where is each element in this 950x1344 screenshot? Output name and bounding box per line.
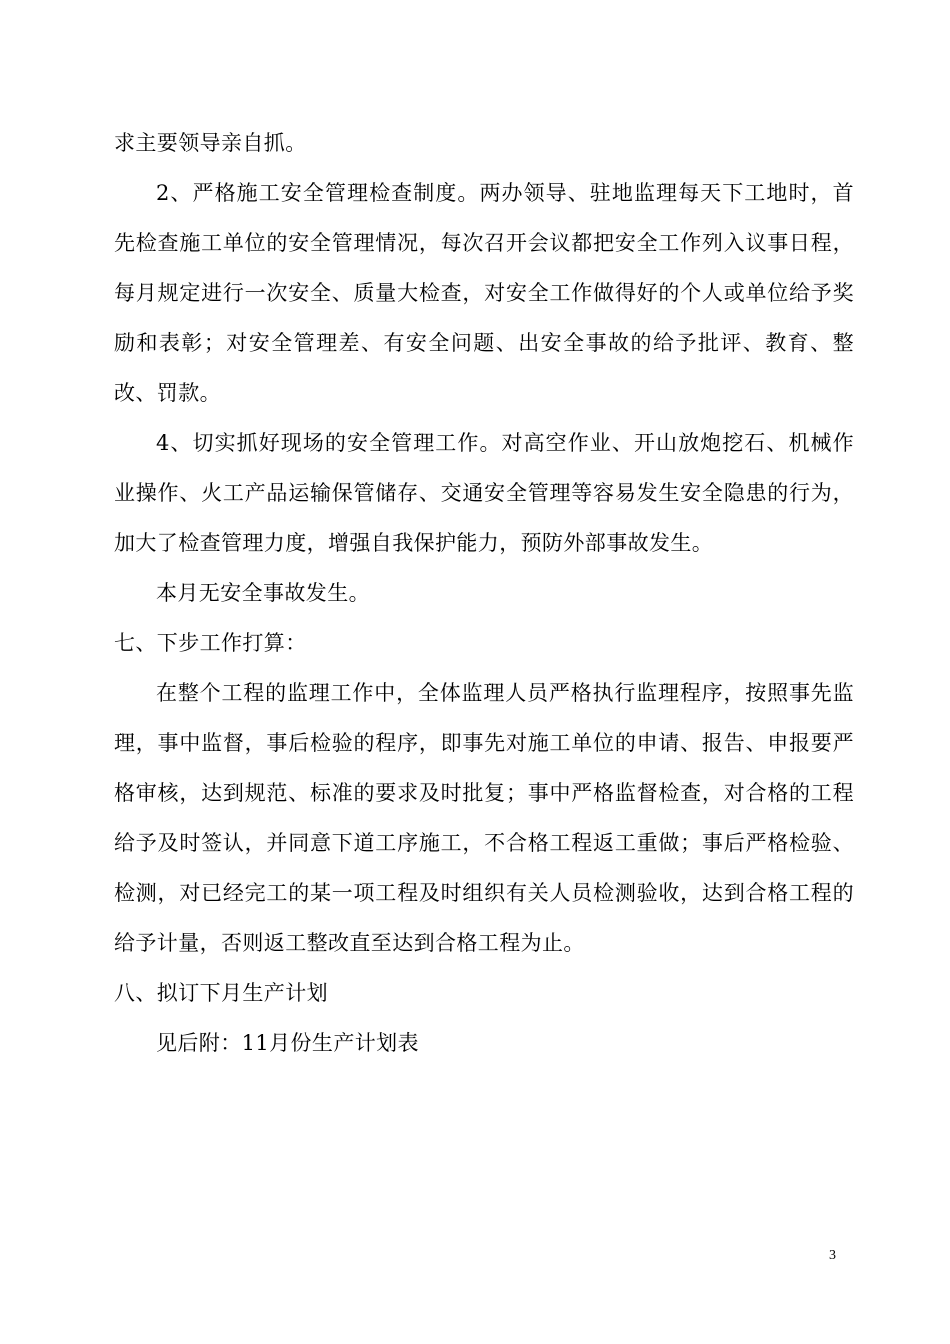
paragraph-safety-inspection: 2、严格施工安全管理检查制度。两办领导、驻地监理每天下工地时，首先检查施工单位的安全管理情况，每次召开会议都把安全工作列入议事日程，每月规定进行一次安全、质量大检查，对安全工作做得好的个人或单位给予奖励和表彰；对安全管理差、有安全问题、出安全事故的给予批评、教育、整改、罚款。	[114, 181, 854, 405]
paragraph-site-safety: 4、切实抓好现场的安全管理工作。对高空作业、开山放炮挖石、机械作业操作、火工产品运输保管储存、交通安全管理等容易发生安全隐患的行为，加大了检查管理力度，增强自我保护能力，预防外部事故发生。	[114, 431, 854, 555]
section-heading-next-steps: 七、下步工作打算：	[114, 631, 307, 655]
paragraph-continuation: 求主要领导亲自抓。	[114, 131, 307, 155]
paragraph-supervision-procedure: 在整个工程的监理工作中，全体监理人员严格执行监理程序，按照事先监理，事中监督，事后检验的程序，即事先对施工单位的申请、报告、申报要严格审核，达到规范、标准的要求及时批复；事中严格监督检查，对合格的工程给予及时签认，并同意下道工序施工，不合格工程返工重做；事后严格检验、检测，对已经完工的某一项工程及时组织有关人员检测验收，达到合格工程的给予计量，否则返工整改直至达到合格工程为止。	[114, 681, 854, 955]
section-heading-production-plan: 八、拟订下月生产计划	[114, 981, 328, 1005]
paragraph-attachment-reference: 见后附：11月份生产计划表	[156, 1031, 419, 1055]
document-body	[114, 118, 854, 1068]
paragraph-no-accidents: 本月无安全事故发生。	[156, 581, 370, 605]
page-number: 3	[829, 1248, 836, 1263]
